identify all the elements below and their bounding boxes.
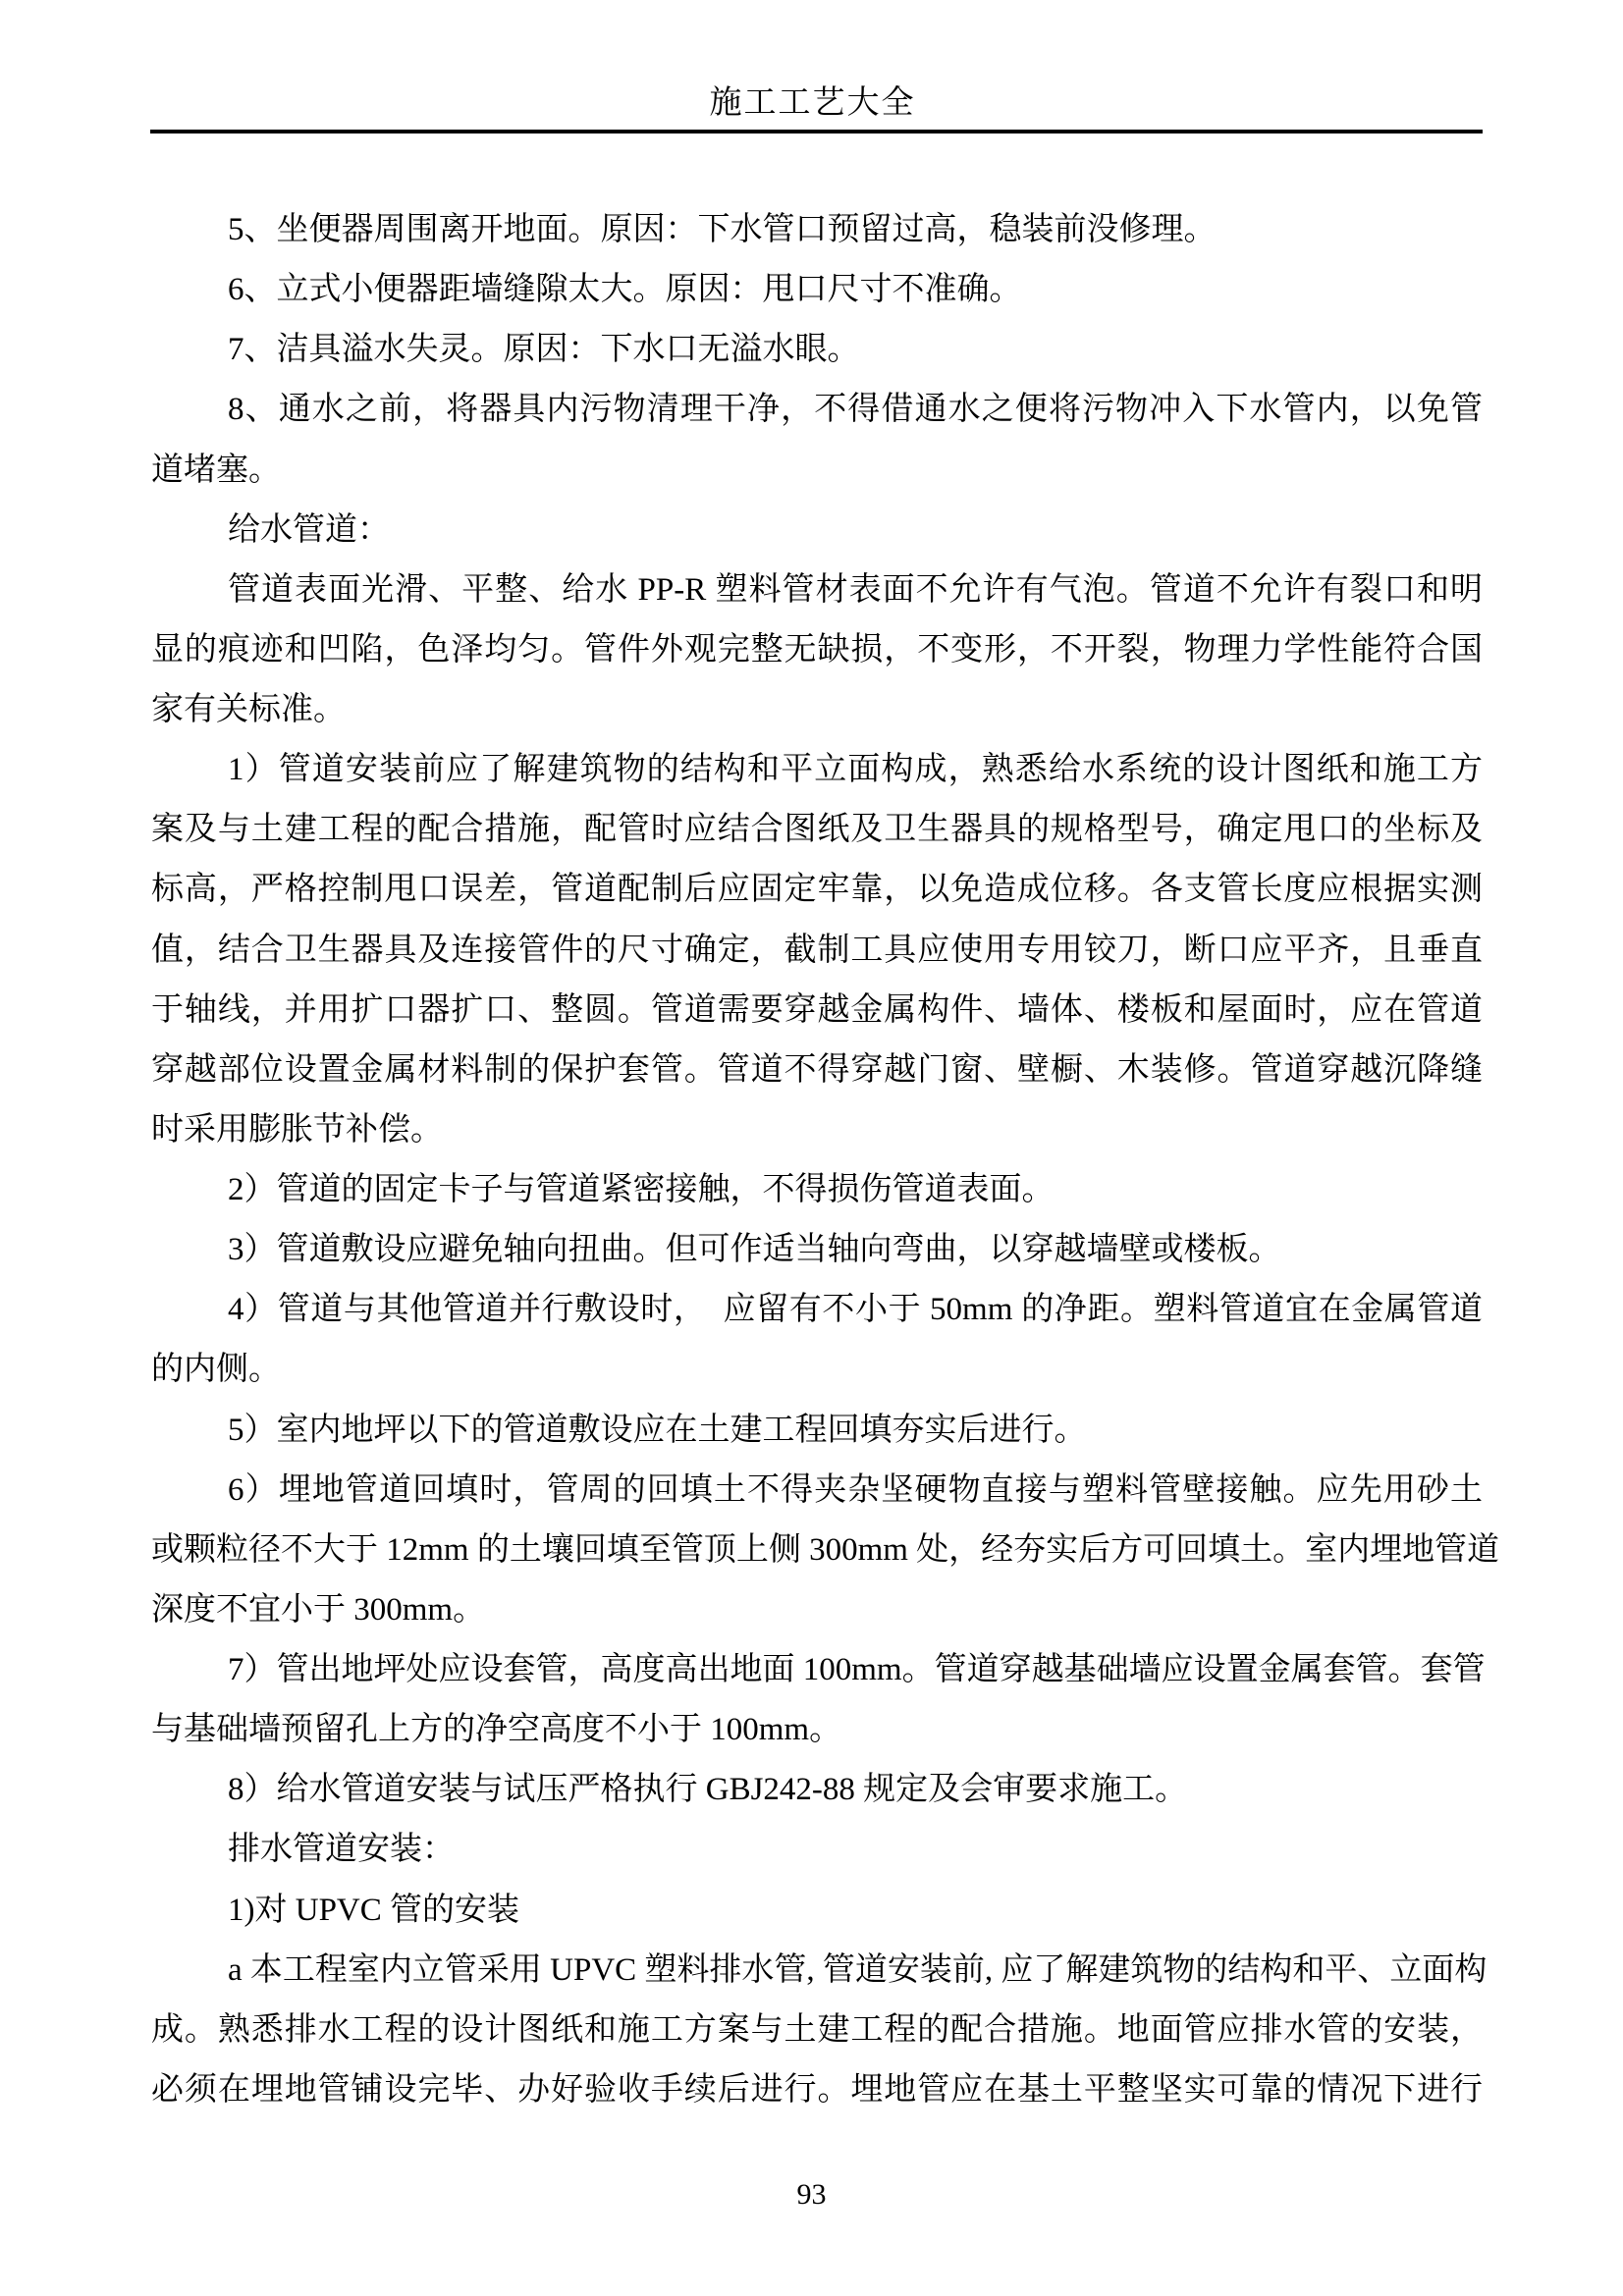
text-line: 于轴线，并用扩口器扩口、整圆。管道需要穿越金属构件、墙体、楼板和屋面时，应在管道 <box>151 991 1483 1028</box>
text-line: 7、洁具溢水失灵。原因：下水口无溢水眼。 <box>228 332 860 368</box>
text-line: 排水管道安装： <box>228 1832 455 1868</box>
text-line: 案及与土建工程的配合措施，配管时应结合图纸及卫生器具的规格型号，确定甩口的坐标及 <box>151 812 1483 848</box>
text-line: 标高，严格控制甩口误差，管道配制后应固定牢靠，以免造成位移。各支管长度应根据实测 <box>151 872 1483 908</box>
page-header-title: 施工工艺大全 <box>709 85 916 121</box>
text-line: 值，结合卫生器具及连接管件的尺寸确定，截制工具应使用专用铰刀，断口应平齐，且垂直 <box>151 932 1483 968</box>
text-line: 或颗粒径不大于 12mm 的土壤回填至管顶上侧 300mm 处，经夯实后方可回填土。室内埋地管道 <box>151 1531 1500 1568</box>
text-line: 必须在埋地管铺设完毕、办好验收手续后进行。埋地管应在基土平整坚实可靠的情况下进行 <box>151 2071 1483 2108</box>
header-rule <box>150 130 1483 133</box>
document-body <box>151 200 1500 2120</box>
text-line: 8、通水之前，将器具内污物清理干净，不得借通水之便将污物冲入下水管内，以免管 <box>228 392 1483 428</box>
text-line: 6、立式小便器距墙缝隙太大。原因：甩口尺寸不准确。 <box>228 272 1022 308</box>
text-line: 穿越部位设置金属材料制的保护套管。管道不得穿越门窗、壁橱、木装修。管道穿越沉降缝 <box>151 1051 1483 1088</box>
text-line: 2）管道的固定卡子与管道紧密接触，不得损伤管道表面。 <box>228 1172 1055 1207</box>
text-line: 深度不宜小于 300mm。 <box>151 1591 486 1628</box>
text-line: 管道表面光滑、平整、给水 PP-R 塑料管材表面不允许有气泡。管道不允许有裂口和明 <box>228 571 1483 608</box>
text-line: 与基础墙预留孔上方的净空高度不小于 100mm。 <box>151 1712 842 1748</box>
text-line: 1）管道安装前应了解建筑物的结构和平立面构成，熟悉给水系统的设计图纸和施工方 <box>228 752 1483 788</box>
text-line: a 本工程室内立管采用 UPVC 塑料排水管, 管道安装前, 应了解建筑物的结构和平、立面构 <box>228 1951 1488 1988</box>
text-line: 家有关标准。 <box>151 692 346 727</box>
text-line: 给水管道： <box>228 511 390 548</box>
text-line: 1)对 UPVC 管的安装 <box>228 1892 520 1928</box>
text-line: 7）管出地坪处应设套管，高度高出地面 100mm。管道穿越基础墙应设置金属套管。套管 <box>228 1652 1486 1687</box>
text-line: 的内侧。 <box>151 1352 281 1388</box>
text-line: 8）给水管道安装与试压严格执行 GBJ242-88 规定及会审要求施工。 <box>228 1772 1188 1808</box>
text-line: 道堵塞。 <box>151 452 281 488</box>
text-line: 3）管道敷设应避免轴向扭曲。但可作适当轴向弯曲，以穿越墙壁或楼板。 <box>228 1232 1281 1268</box>
text-line: 6）埋地管道回填时，管周的回填土不得夹杂坚硬物直接与塑料管壁接触。应先用砂土 <box>228 1471 1483 1508</box>
text-line: 5、坐便器周围离开地面。原因：下水管口预留过高，稳装前没修理。 <box>228 212 1217 247</box>
text-line: 时采用膨胀节补偿。 <box>151 1111 443 1148</box>
text-line: 4）管道与其他管道并行敷设时， 应留有不小于 50mm 的净距。塑料管道宜在金属管道 <box>228 1292 1483 1328</box>
page-number: 93 <box>796 2178 827 2211</box>
text-line: 成。熟悉排水工程的设计图纸和施工方案与土建工程的配合措施。地面管应排水管的安装， <box>151 2011 1483 2048</box>
text-line: 5）室内地坪以下的管道敷设应在土建工程回填夯实后进行。 <box>228 1412 1087 1448</box>
text-line: 显的痕迹和凹陷，色泽均匀。管件外观完整无缺损，不变形，不开裂，物理力学性能符合国 <box>151 631 1483 667</box>
